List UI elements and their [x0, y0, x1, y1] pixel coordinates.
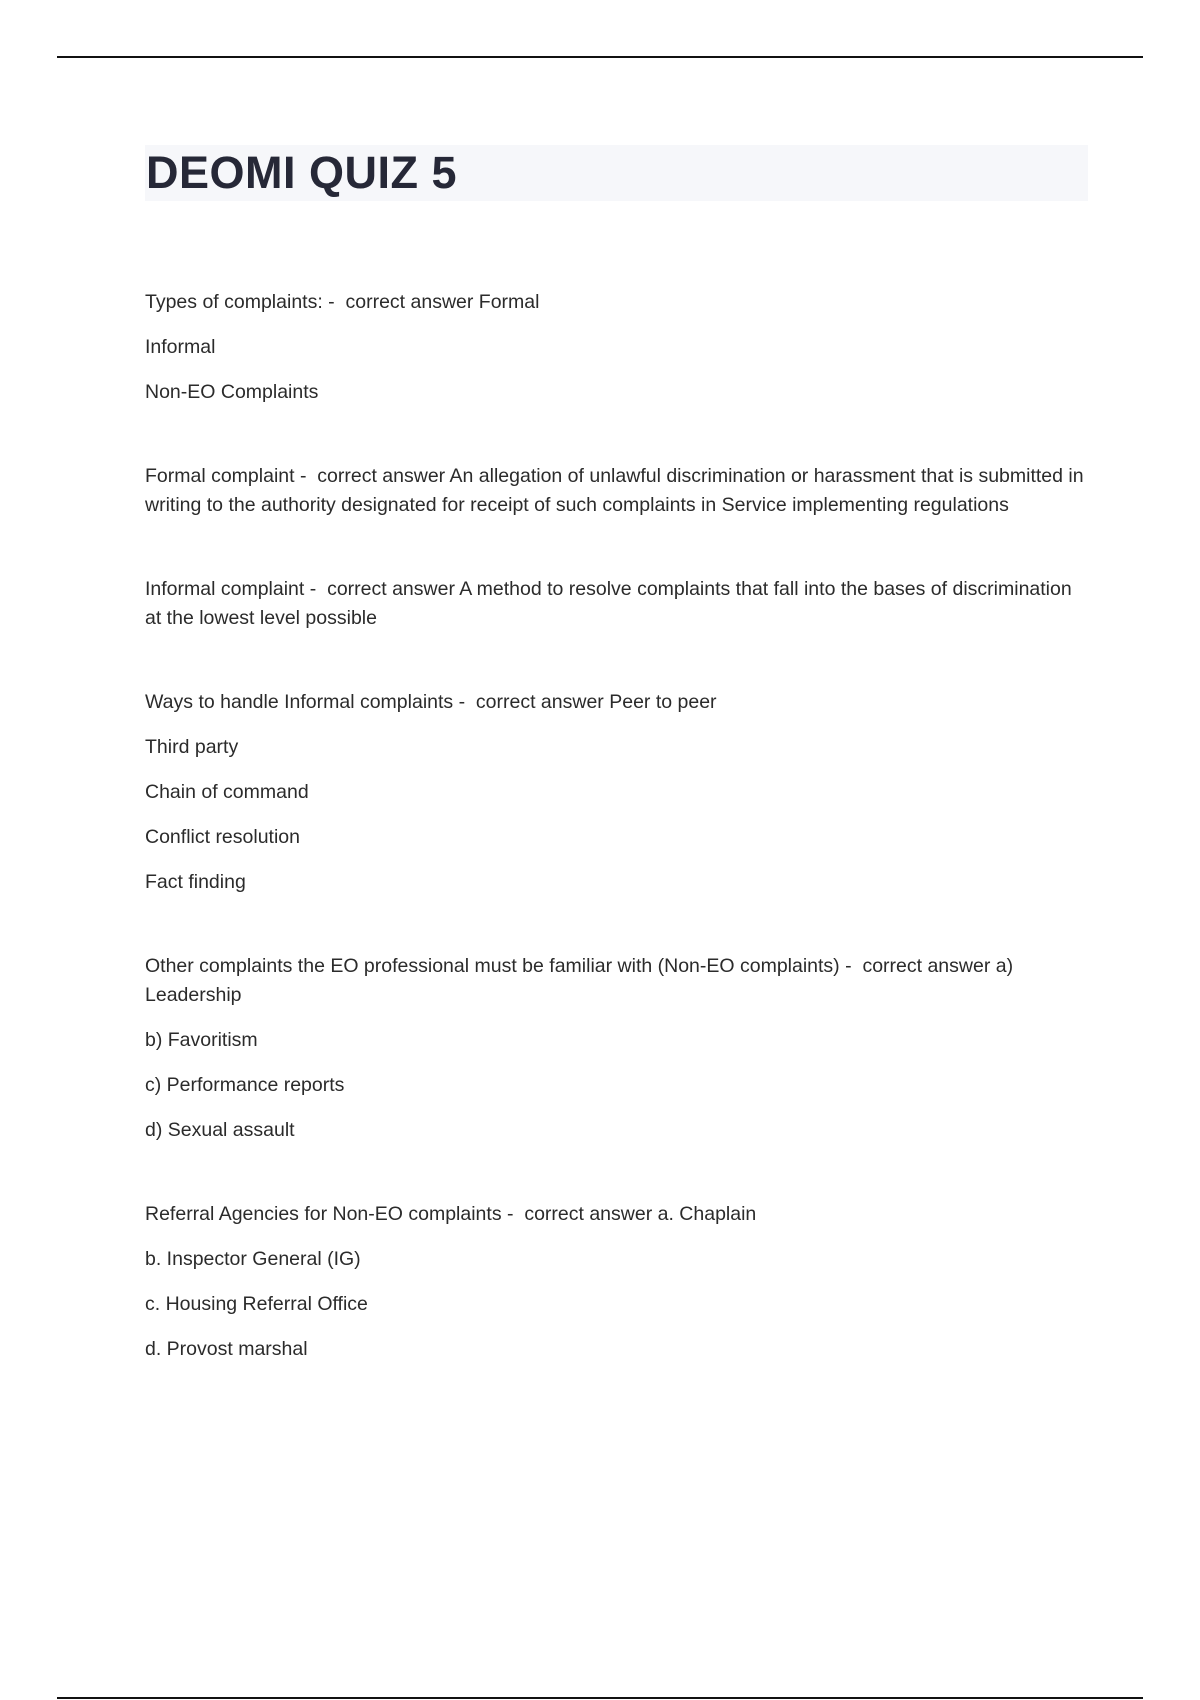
answer-text: A method to resolve complaints that fall into the bases of discrimination at the lowest level possible [145, 578, 1072, 629]
qa-item [145, 1200, 1085, 1364]
answer-line: Fact finding [145, 871, 246, 893]
qa-item [145, 952, 1085, 1145]
header-rule [57, 56, 1143, 58]
answer-text: a. Chaplain [657, 1203, 757, 1225]
answer-text: An allegation of unlawful discrimination or harassment that is submitted in writing to the authority designated for receipt of such complaints in Service implementing regulations [145, 465, 1084, 516]
qa-question-line: Informal complaint - correct answer A method to resolve complaints that fall into the bases of discrimination at the lowest level possible [145, 578, 1072, 629]
answer-text: Peer to peer [609, 691, 717, 713]
answer-marker: correct answer [524, 1203, 653, 1225]
answer-line: Chain of command [145, 781, 309, 803]
qa-item [145, 288, 1085, 407]
answer-line: Informal [145, 336, 216, 358]
qa-question-line: Types of complaints: - correct answer Formal [145, 291, 540, 313]
qa-question-line: Ways to handle Informal complaints - correct answer Peer to peer [145, 691, 717, 713]
answer-line: b. Inspector General (IG) [145, 1248, 361, 1270]
answer-marker: correct answer [317, 465, 446, 487]
question-text: Ways to handle Informal complaints [145, 691, 454, 713]
document-title: DEOMI QUIZ 5 [146, 147, 458, 198]
answer-marker: correct answer [475, 691, 604, 713]
answer-marker: correct answer [327, 578, 455, 600]
answer-line: Third party [145, 736, 239, 758]
question-text: Informal complaint [145, 578, 305, 600]
question-text: Types of complaints: [145, 291, 323, 313]
qa-item [145, 688, 1085, 897]
answer-line: Conflict resolution [145, 826, 300, 848]
question-text: Referral Agencies for Non-EO complaints [145, 1203, 502, 1225]
answer-marker: correct answer [345, 291, 474, 313]
answer-marker: correct answer [862, 955, 991, 977]
answer-text: Formal [478, 291, 540, 313]
question-text: Other complaints the EO professional must be familiar with (Non-EO complaints) [145, 955, 840, 977]
qa-question-line: Referral Agencies for Non-EO complaints - correct answer a. Chaplain [145, 1203, 757, 1225]
answer-line: c) Performance reports [145, 1074, 345, 1096]
qa-item [145, 575, 1085, 633]
footer-rule [57, 1697, 1143, 1699]
answer-line: d) Sexual assault [145, 1119, 295, 1141]
answer-line: c. Housing Referral Office [145, 1293, 368, 1315]
answer-line: d. Provost marshal [145, 1338, 308, 1360]
answer-line: Non-EO Complaints [145, 381, 319, 403]
qa-list [145, 288, 1085, 1419]
qa-question-line: Formal complaint - correct answer An allegation of unlawful discrimination or harassment that is submitted in writing to the authority designated for receipt of such complaints in Service implementing regulations [145, 465, 1084, 516]
answer-line: b) Favoritism [145, 1029, 258, 1051]
qa-question-line: Other complaints the EO professional must be familiar with (Non-EO complaints) - correct answer a) Leadership [145, 955, 1014, 1006]
question-text: Formal complaint [145, 465, 295, 487]
answer-text: a) Leadership [145, 955, 1014, 1006]
qa-item [145, 462, 1085, 520]
